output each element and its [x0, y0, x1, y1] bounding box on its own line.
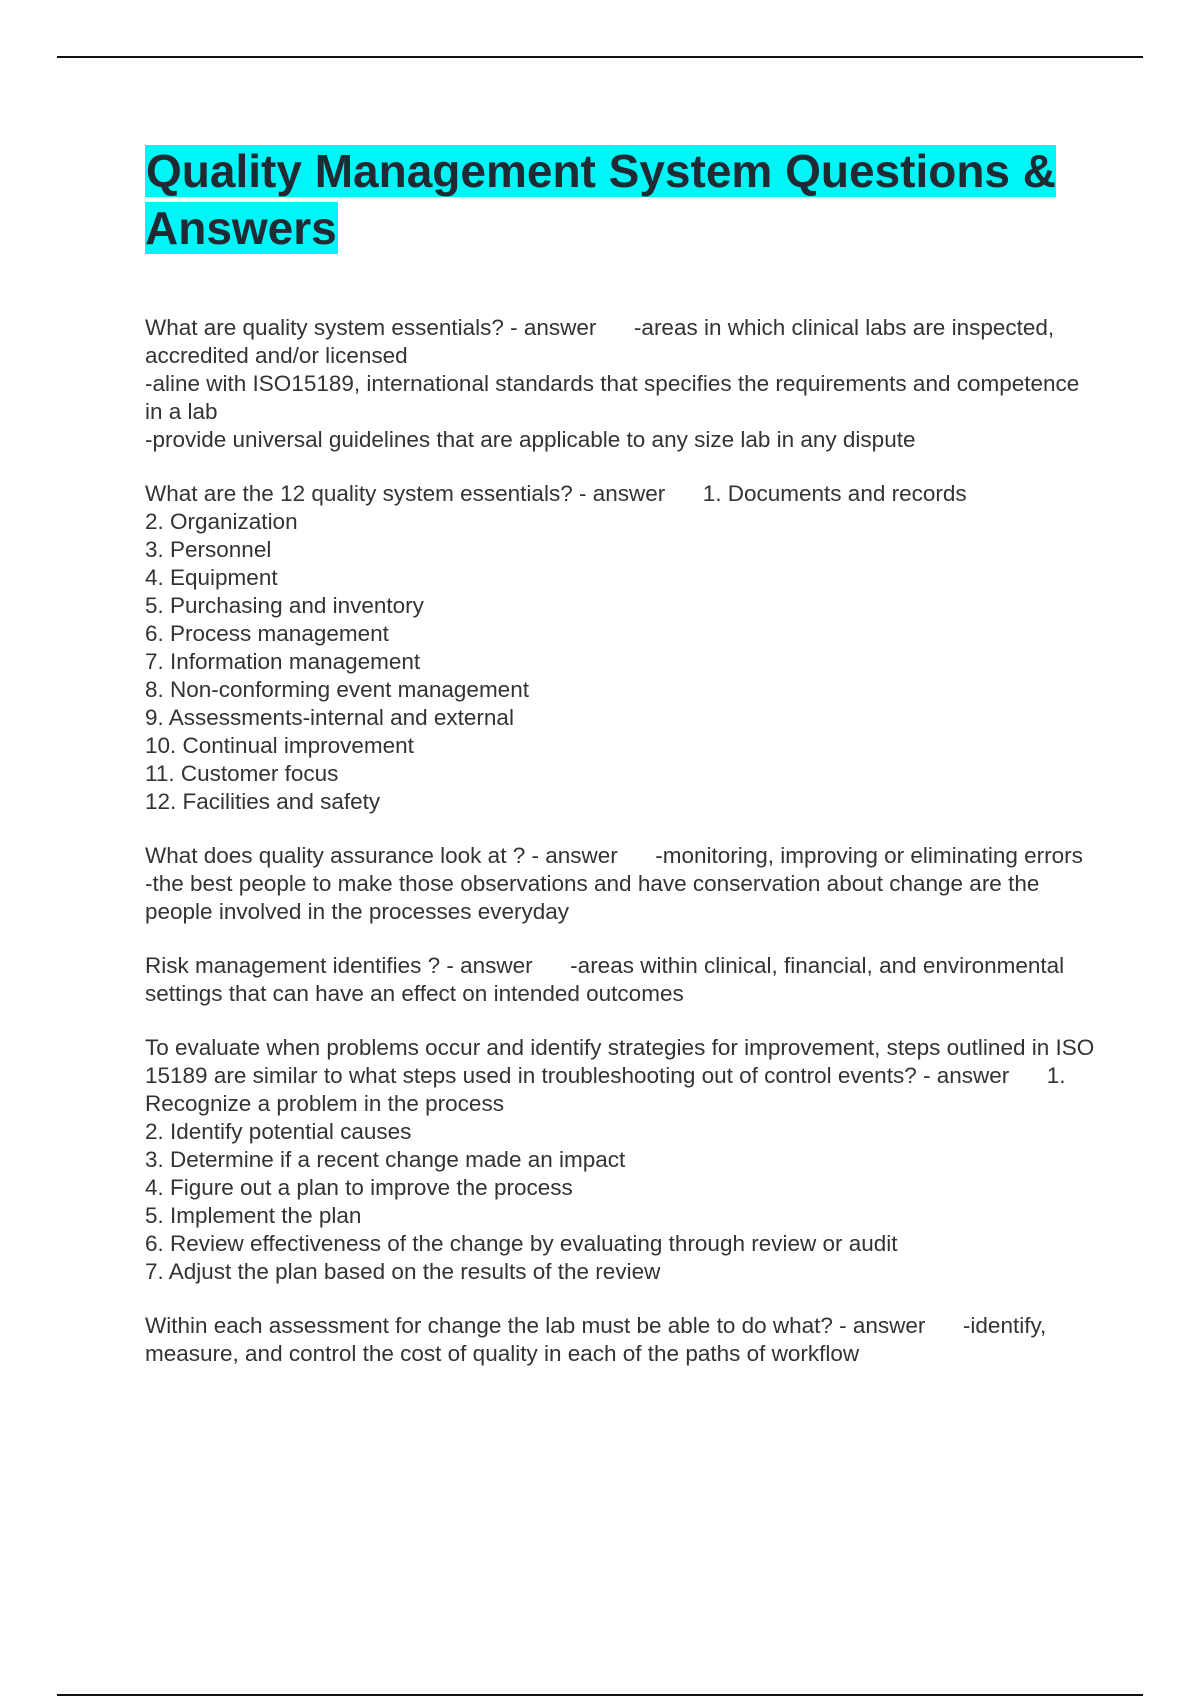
- qa-item-assessment-for-change: Within each assessment for change the lab must be able to do what? - answer -identify, measure, and control the cost of quality in each of the paths of workflow: [145, 1313, 1053, 1366]
- qa-item-quality-assurance: What does quality assurance look at ? - answer -monitoring, improving or eliminating errors -the best people to make those observations and have conservation about change are the people involved in the processes everyday: [145, 843, 1083, 924]
- qa-item-risk-management: Risk management identifies ? - answer -areas within clinical, financial, and environmental settings that can have an effect on intended outcomes: [145, 953, 1071, 1006]
- top-rule: [57, 56, 1143, 58]
- bottom-rule: [57, 1694, 1143, 1696]
- qa-item-twelve-essentials: What are the 12 quality system essentials? - answer 1. Documents and records 2. Organization 3. Personnel 4. Equipment 5. Purchasing and inventory 6. Process management 7. Information management 8. Non-conforming event management 9. Assessments-internal and external 10. Continual improvement 11. Customer focus 12. Facilities and safety: [145, 481, 967, 814]
- document-title: [145, 143, 1095, 257]
- title-highlight: Quality Management System Questions & Answers: [145, 145, 1057, 254]
- qa-item-iso-15189-steps: To evaluate when problems occur and identify strategies for improvement, steps outlined in ISO 15189 are similar to what steps used in troubleshooting out of control events? - answer 1. Recognize a problem in the process 2. Identify potential causes 3. Determine if a recent change made an impact 4. Figure out a plan to improve the process 5. Implement the plan 6. Review effectiveness of the change by evaluating through review or audit 7. Adjust the plan based on the results of the review: [145, 1035, 1095, 1284]
- qa-item-quality-system-essentials: What are quality system essentials? - answer -areas in which clinical labs are inspected, accredited and/or licensed -aline with ISO15189, international standards that specifies the requirements and competence in a lab -provide universal guidelines that are applicable to any size lab in any dispute: [145, 315, 1080, 452]
- document-body: [145, 143, 1095, 1394]
